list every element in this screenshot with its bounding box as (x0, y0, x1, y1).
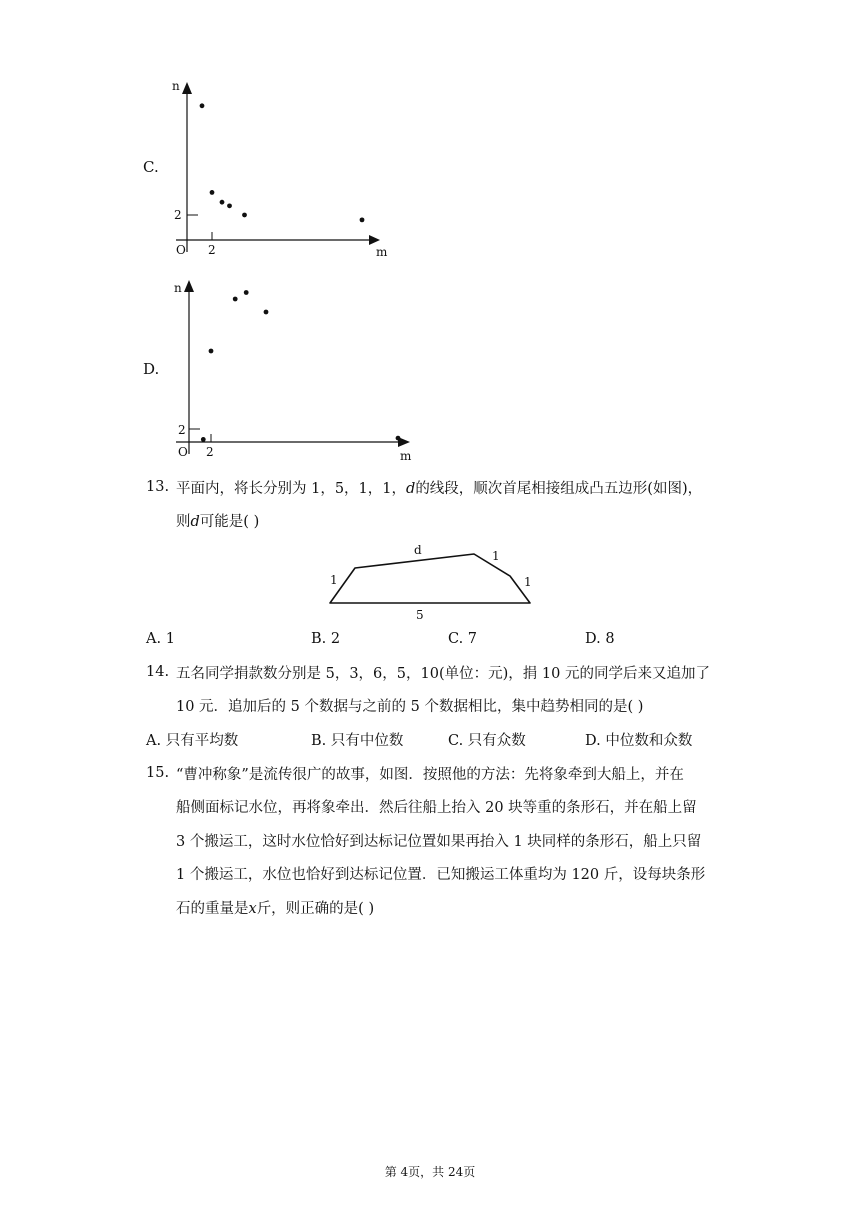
q14-option-d-text: 中位数和众数 (605, 733, 693, 749)
option-c-point-6 (360, 217, 365, 222)
q13-line1-post: 的线段，顺次首尾相接组成凸五边形(如图)， (415, 481, 703, 497)
pentagon-label-right: 1 (524, 575, 532, 589)
pentagon-label-bottom: 5 (416, 608, 424, 622)
q14-option-c-text: 只有众数 (467, 733, 526, 749)
q13-line2-pre: 则 (176, 514, 191, 530)
q13-option-b-label: B. (311, 631, 327, 647)
q15-text-line1: “曹冲称象”是流传很广的故事，如图．按照他的方法：先将象牵到大船上，并在 (176, 767, 684, 783)
page-footer: 第 4页，共 24页 (384, 1165, 476, 1179)
q13-text-line1 (176, 479, 702, 499)
q14-option-a[interactable] (146, 731, 238, 751)
option-c-origin-label: O (176, 243, 186, 257)
q14-option-b[interactable] (311, 731, 403, 751)
option-c-points (200, 103, 365, 222)
option-d-point-3 (233, 297, 238, 302)
option-d-x-tick-label: 2 (206, 445, 214, 459)
q15-line5-post: 斤，则正确的是( ) (256, 901, 375, 917)
option-d-y-tick-label: 2 (178, 423, 186, 437)
q14-text-line2: 10 元．追加后的 5 个数据与之前的 5 个数据相比，集中趋势相同的是( ) (176, 699, 644, 715)
q14-option-d-label: D. (585, 733, 601, 749)
option-c-y-tick-label: 2 (174, 208, 182, 222)
q15-line5-pre: 石的重量是 (176, 901, 249, 917)
q13-option-c-text: 7 (467, 631, 478, 647)
q13-option-a-label: A. (146, 631, 162, 647)
q15-text-line4: 1 个搬运工，水位也恰好到达标记位置．已知搬运工体重均为 120 斤，设每块条形 (176, 867, 706, 883)
q13-option-b[interactable] (311, 629, 340, 649)
option-d-points (201, 290, 401, 442)
option-c-x-axis-label: m (376, 245, 388, 259)
option-c-x-tick-label: 2 (208, 243, 216, 257)
pentagon-label-top-right: 1 (492, 549, 500, 563)
option-c-axes (176, 82, 380, 252)
q13-line2-post: 可能是( ) (199, 514, 260, 530)
q13-line1-pre: 平面内，将长分别为 1，5，1，1， (176, 481, 407, 497)
q13-option-b-text: 2 (330, 631, 341, 647)
option-c-point-3 (220, 200, 225, 205)
q14-option-c-label: C. (448, 733, 464, 749)
q14-option-d[interactable] (585, 731, 692, 751)
option-c-point-2 (210, 190, 215, 195)
option-c-point-1 (200, 103, 205, 108)
option-d-point-6 (396, 436, 401, 441)
q13-option-d-label: D. (585, 631, 601, 647)
option-d-point-2 (209, 349, 214, 354)
option-d-x-axis-label: m (400, 449, 412, 463)
q13-option-a-text: 1 (165, 631, 175, 647)
q13-text-line2 (176, 512, 259, 532)
option-d-point-1 (201, 437, 206, 442)
option-c-point-4 (227, 203, 232, 208)
q13-option-d[interactable] (585, 629, 615, 649)
q15-number: 15. (146, 765, 170, 781)
q14-option-b-text: 只有中位数 (330, 733, 404, 749)
option-d-axes (176, 280, 410, 454)
q13-line2-var: d (190, 514, 200, 530)
q14-option-b-label: B. (311, 733, 327, 749)
q15-text-line3: 3 个搬运工，这时水位恰好到达标记位置如果再抬入 1 块同样的条形石，船上只留 (176, 834, 702, 850)
q13-option-d-text: 8 (605, 631, 615, 647)
q13-option-c-label: C. (448, 631, 464, 647)
q14-number: 14. (146, 664, 170, 680)
q14-option-c[interactable] (448, 731, 526, 751)
q15-text-line5 (176, 899, 374, 919)
option-c-scatter-plot (168, 74, 394, 260)
q14-text-line1: 五名同学捐款数分别是 5，3，6，5，10(单位：元)，捐 10 元的同学后来又追加了 (176, 666, 710, 682)
option-c-y-axis-label: n (172, 79, 180, 93)
q14-option-a-label: A. (146, 733, 162, 749)
pentagon-shape (330, 554, 530, 603)
q15-text-line2: 船侧面标记水位，再将象牵出．然后往船上抬入 20 块等重的条形石，并在船上留 (176, 800, 697, 816)
q13-option-c[interactable] (448, 629, 477, 649)
option-c-point-5 (242, 213, 247, 218)
option-d-point-5 (264, 310, 269, 315)
option-d-origin-label: O (178, 445, 188, 459)
q13-number: 13. (146, 479, 170, 495)
q15-line5-var: x (248, 901, 257, 917)
option-d-y-axis-label: n (174, 281, 182, 295)
q13-pentagon-figure (322, 538, 542, 624)
pentagon-label-d: d (414, 543, 422, 557)
pentagon-label-left: 1 (330, 573, 338, 587)
q13-option-a[interactable] (146, 629, 175, 649)
option-c-label: C. (143, 158, 159, 176)
option-d-label: D. (143, 360, 160, 378)
q13-line1-var: d (406, 481, 416, 497)
q14-option-a-text: 只有平均数 (165, 733, 239, 749)
option-d-scatter-plot (168, 272, 418, 464)
option-d-point-4 (244, 290, 249, 295)
